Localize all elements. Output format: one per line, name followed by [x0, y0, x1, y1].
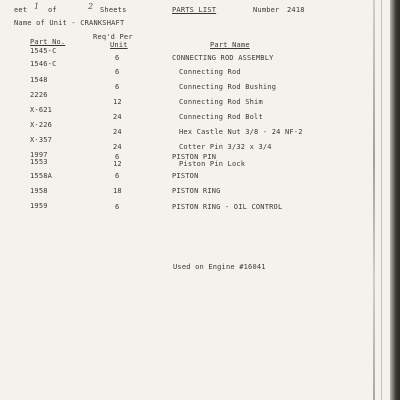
- quantity: 6: [115, 172, 120, 180]
- number-value: 2418: [287, 6, 305, 14]
- part-name: PISTON: [172, 172, 199, 180]
- page-edge-shadow: [390, 0, 400, 400]
- quantity: 6: [115, 153, 120, 161]
- part-number: 1958: [30, 187, 48, 195]
- quantity: 24: [113, 113, 122, 121]
- sheet-number: 1: [34, 2, 40, 11]
- column-part-name: Part Name: [210, 41, 250, 49]
- part-number: X-621: [30, 106, 53, 114]
- page-fold-secondary: [381, 0, 382, 400]
- sheets-label: Sheets: [100, 6, 127, 14]
- part-number: X-357: [30, 136, 53, 144]
- quantity: 6: [115, 83, 120, 91]
- part-number: 1558A: [30, 172, 53, 180]
- part-number: 1548: [30, 76, 48, 84]
- column-reqd-line2: Unit: [110, 41, 128, 49]
- of-label: of: [48, 6, 57, 14]
- part-number: 1545-C: [30, 47, 57, 55]
- number-label: Number: [253, 6, 280, 14]
- quantity: 12: [113, 98, 122, 106]
- part-name: Connecting Rod Bolt: [179, 113, 263, 121]
- document-title: PARTS LIST: [172, 6, 217, 14]
- part-number: 1553: [30, 158, 48, 166]
- sheet-total: 2: [88, 2, 94, 11]
- quantity: 18: [113, 187, 122, 195]
- quantity: 12: [113, 160, 122, 168]
- part-name: Connecting Rod: [179, 68, 241, 76]
- part-name: PISTON RING: [172, 187, 221, 195]
- part-number: X-226: [30, 121, 53, 129]
- quantity: 24: [113, 128, 122, 136]
- column-reqd-line1: Req'd Per: [93, 33, 133, 41]
- part-name: Connecting Rod Shim: [179, 98, 263, 106]
- part-number: 1959: [30, 202, 48, 210]
- quantity: 6: [115, 68, 120, 76]
- part-name: Connecting Rod Bushing: [179, 83, 277, 91]
- part-number: 1997: [30, 151, 48, 159]
- quantity: 24: [113, 143, 122, 151]
- part-name: PISTON PIN: [172, 153, 217, 161]
- part-name: Cotter Pin 3/32 x 3/4: [179, 143, 272, 151]
- column-part-no: Part No.: [30, 38, 66, 46]
- part-name: Hex Castle Nut 3/8 - 24 NF-2: [179, 128, 303, 136]
- unit-name: Name of Unit - CRANKSHAFT: [14, 19, 125, 27]
- part-number: 1546-C: [30, 60, 57, 68]
- quantity: 6: [115, 54, 120, 62]
- part-name: Piston Pin Lock: [179, 160, 246, 168]
- sheet-prefix: eet: [14, 6, 28, 14]
- part-name: PISTON RING - OIL CONTROL: [172, 203, 283, 211]
- part-number: 2226: [30, 91, 48, 99]
- page-fold: [373, 0, 375, 400]
- part-name: CONNECTING ROD ASSEMBLY: [172, 54, 274, 62]
- used-on-note: Used on Engine #16041: [173, 263, 266, 271]
- quantity: 6: [115, 203, 120, 211]
